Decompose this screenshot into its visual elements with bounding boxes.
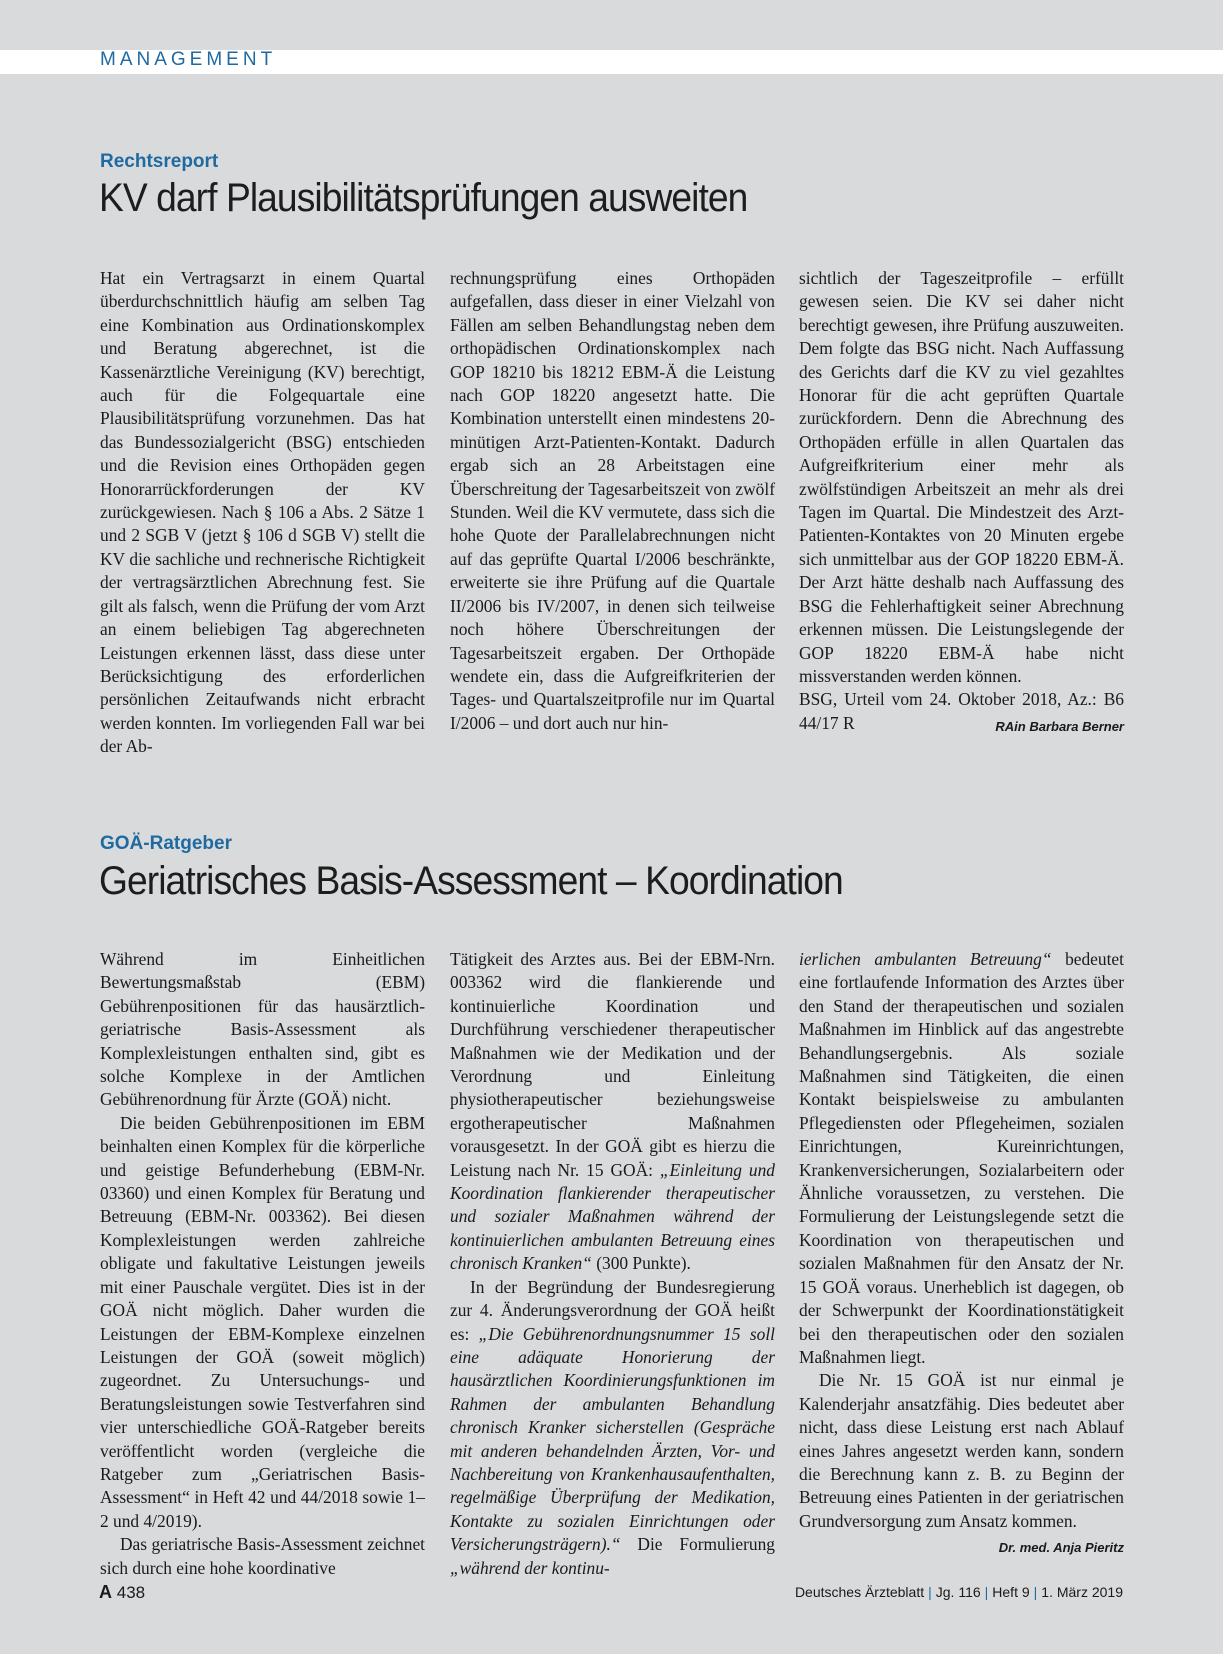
col3-p1-quote: ierlichen ambulanten Betreuung“ [799,949,1052,969]
article1-col3-text: sichtlich der Tageszeitprofile – erfüllt gewesen seien. Die KV sei daher nicht berechtigt gewesen, ihre Prüfung auszuweiten. Dem folgte das BSG nicht. Nach Auffassung des Gerichts darf die KV zu viel gezahltes Honorar für die acht geprüften Quartale zurückfordern. Denn die Abrechnung des Orthopäden erfülle in allen Quartalen das Aufgreifkriterium einer mehr als zwölfstündigen Arbeitszeit an mehr als drei Tagen im Quartal. Die Mindestzeit des Arzt-Patienten-Kontaktes von 20 Minuten ergebe sich unmittelbar aus der GOP 18220 EBM-Ä. Der Arzt hätte deshalb nach Auffassung des BSG die Fehlerhaftigkeit seiner Abrechnung erkennen müssen. Die Leistungslegende der GOP 18220 EBM-Ä habe nicht missverstanden werden können. [799,268,1124,686]
article1-citation [799,688,1124,735]
col2-p1-points: (300 Punkte). [591,1253,691,1274]
article2-col1-p1: Während im Einheitlichen Bewertungsmaßstab (EBM) Gebührenpositionen für das hausärztlich-geriatrische Basis-Assessment als Komplexleistungen enthalten sind, gibt es solche Komplexe in der Amtlichen Gebührenordnung für Ärzte (GOÄ) nicht. [100,949,425,1110]
journal-date: 1. März 2019 [1041,1584,1123,1600]
article2-col3-p2 [799,1369,1124,1556]
separator: | [928,1584,932,1600]
article2-col2-p1 [450,948,775,1276]
col3-p1-text: bedeutet eine fortlaufende Information des Arztes über den Stand der therapeutischen und sozialen Maßnahmen im Hinblick auf das angestrebte Behandlungsergebnis. Als soziale Maßnahmen sind Tätigkeiten, die einen Kontakt beispielsweise zu ambulanten Pflegediensten oder Pflegeheimen, sozialen Einrichtungen, Kureinrichtungen, Krankenversicherungen, Sozialarbeitern oder Ähnliche voraussetzen, zu verstehen. Die Formulierung der Leistungslegende setzt die Koordination von therapeutischen und sozialen Maßnahmen für den Ansatz der Nr. 15 GOÄ voraus. Unerheblich ist dagegen, ob der Schwerpunkt der Koordinationstätigkeit bei den therapeutischen oder den sozialen Maßnahmen liegt. [799,949,1124,1367]
journal-volume: Jg. 116 [935,1584,981,1600]
article2-column-1 [100,948,425,1580]
col2-p2-text2: Die Formulierung [620,1534,775,1555]
article1-col1-text: Hat ein Vertragsarzt in einem Quartal überdurchschnittlich häufig am selben Tag eine Kombination aus Ordinationskomplex und Beratung abgerechnet, ist die Kassenärztliche Vereinigung (KV) berechtigt, auch für die Folgequartale eine Plausibilitätsprüfung vorzunehmen. Das hat das Bundessozialgericht (BSG) entschieden und die Revision eines Orthopäden gegen Honorarrückforderungen der KV zurückgewiesen. Nach § 106 a Abs. 2 Sätze 1 und 2 SGB V (jetzt § 106 d SGB V) stellt die KV die sachliche und rechnerische Richtigkeit der vertragsärztlichen Abrechnung fest. Sie gilt als falsch, wenn die Prüfung der vom Arzt an einem beliebigen Tag abgerechneten Leistungen erkennen lässt, dass diese unter Berücksichtigung des erforderlichen persönlichen Zeitaufwands nicht erbracht werden konnten. Im vorliegenden Fall war bei der Ab- [100,268,425,757]
col2-p2-quote2: „während der kontinu- [450,1557,610,1578]
separator: | [1033,1584,1038,1600]
article2-col3-p1 [799,948,1124,1369]
article1-kicker: Rechtsreport [100,151,219,172]
col3-p2-text: Die Nr. 15 GOÄ ist nur einmal je Kalenderjahr ansatzfähig. Dies bedeutet aber nicht, dass diese Leistung erst nach Ablauf eines Jahres angesetzt werden kann, sondern die Berechnung kann z. B. zu Beginn der Betreuung eines Patienten in der geriatrischen Grundversorgung zum Ansatz kommen. [799,1370,1124,1531]
article2-column-3 [799,948,1124,1560]
citation-text: BSG, Urteil vom 24. Oktober 2018, Az.: B6 44/17 R [799,689,1124,733]
article2-col1-p2: Die beiden Gebührenpositionen im EBM beinhalten einen Komplex für die körperliche und geistige Befunderhebung (EBM-Nr. 03360) und einen Komplex für Beratung und Betreuung (EBM-Nr. 003362). Bei diesen Komplexleistungen werden zahlreiche obligate und fakultative Leistungen jeweils mit einer Pauschale vergütet. Dies ist in der GOÄ nicht möglich. Daher wurden die Leistungen der EBM-Komplexe einzelnen Leistungen der GOÄ (soweit möglich) zugeordnet. Zu Untersuchungs- und Beratungsleistungen sowie Testverfahren sind vier unterschiedliche GOÄ-Ratgeber bereits veröffentlicht worden (vergleiche die Ratgeber zum „Geriatrischen Basis-Assessment“ in Heft 42 und 44/2018 sowie 1–2 und 4/2019). [100,1112,425,1531]
separator: | [984,1584,989,1600]
article2-column-2 [450,948,775,1580]
article1-title: KV darf Plausibilitätsprüfungen ausweiten [99,176,748,220]
article1-column-3 [799,267,1124,738]
article1-column-1 [100,267,425,759]
article2-title: Geriatrisches Basis-Assessment – Koordination [99,859,843,903]
article2-col2-p2 [450,1276,775,1580]
col2-p1-quote: „Einleitung und Koordination flankierender therapeutischer und sozialer Maßnahmen während der kontinuierlichen ambulanten Betreuung eines chronisch Kranken“ [450,1159,775,1274]
section-label: MANAGEMENT [100,49,277,70]
journal-info [795,1584,1123,1600]
page-number-value: 438 [116,1583,146,1602]
article1-col2-text: rechnungsprüfung eines Orthopäden aufgefallen, dass dieser in einer Vielzahl von Fällen am selben Behandlungstag neben dem orthopädischen Ordinationskomplex nach GOP 18210 bis 18212 EBM-Ä die Leistung nach GOP 18220 angesetzt hatte. Die Kombination unterstellt einen mindestens 20-minütigen Arzt-Patienten-Kontakt. Dadurch ergab sich an 28 Arbeitstagen eine Überschreitung der Tagesarbeitszeit von zwölf Stunden. Weil die KV vermutete, dass sich die hohe Quote der Parallelabrechnungen nicht auf das geprüfte Quartal I/2006 beschränkte, erweiterte sie ihre Prüfung auf die Quartale II/2006 bis IV/2007, in denen sich teilweise noch höhere Überschreitungen der Tagesarbeitszeit ergaben. Der Orthopäde wendete ein, dass die Aufgreifkriterien der Tages- und Quartalszeitprofile nur im Quartal I/2006 – und dort auch nur hin- [450,268,775,733]
article2-author: Dr. med. Anja Pieritz [998,1540,1124,1556]
col2-p1-text: Tätigkeit des Arztes aus. Bei der EBM-Nrn. 003362 wird die flankierende und kontinuierliche Koordination und Durchführung verschiedener therapeutischer Maßnahmen wie der Medikation und der Verordnung und Einleitung physiotherapeutischer beziehungsweise ergotherapeutischer Maßnahmen vorausgesetzt. In der GOÄ gibt es hierzu die Leistung nach Nr. 15 GOÄ: [450,949,775,1180]
journal-issue: Heft 9 [992,1584,1030,1600]
top-strip [0,0,1223,50]
journal-name: Deutsches Ärzteblatt [794,1584,925,1600]
page-number [99,1582,145,1603]
article2-col1-p3: Das geriatrische Basis-Assessment zeichnet sich durch eine hohe koordinative [100,1534,425,1578]
col2-p2-quote: „Die Gebührenordnungsnummer 15 soll eine adäquate Honorierung der hausärztlichen Koordinierungsfunktionen im Rahmen der ambulanten Behandlung chronisch Kranker sicherstellen (Gespräche mit anderen behandelnden Ärzten, Vor- und Nachbereitung von Krankenhausaufenthalten, regelmäßige Überprüfung der Medikation, Kontakte zu sozialen Einrichtungen oder Versicherungsträgern).“ [450,1323,775,1555]
article2-kicker: GOÄ-Ratgeber [100,833,232,854]
article1-column-2 [450,267,775,735]
col2-p2-text: In der Begründung der Bundesregierung zur 4. Änderungsverordnung der GOÄ heißt es: [450,1276,775,1344]
page-prefix: A [99,1582,112,1602]
article1-author: RAin Barbara Berner [995,718,1124,734]
